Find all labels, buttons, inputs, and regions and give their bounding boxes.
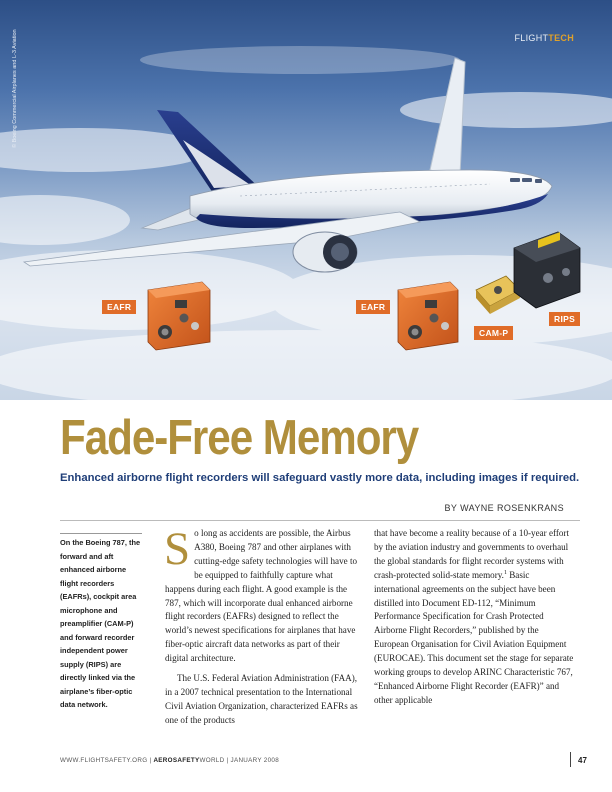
footer-sep-2: | [224, 757, 231, 764]
eafr-right-label: EAFR [356, 300, 390, 314]
body-column-2 [374, 527, 574, 708]
section-label: FLIGHTTECH [514, 33, 574, 43]
cam-p-label: CAM-P [474, 326, 513, 340]
mag-name-a: AERO [153, 757, 173, 764]
eafr-unit-left [148, 282, 210, 350]
paragraph-3b: Basic international agreements on the subject have been distilled into Document ED-112, “Minimum Performance Specification for Crash Protected Airborne Flight Recorders,” published by the European Organisation for Civil Aviation Equipment (EUROCAE). This document set the stage for separate working groups to develop ARINC Characteristic 767, “Enhanced Airborne Flight Recorder (EAFR)” and other applicable [374, 569, 574, 705]
issue-date: JANUARY 2008 [230, 757, 280, 764]
photo-caption: On the Boeing 787, the forward and aft enhanced airborne flight recorders (EAFRs), cockpit area microphone and preamplifier (CAM-P) and forward recorder independent power supply (RIPS) are directly linked via the airplane’s fiber-optic data network. [60, 538, 141, 709]
divider [60, 520, 580, 521]
byline: BY WAYNE ROSENKRANS [444, 503, 564, 513]
paragraph-1: o long as accidents are possible, the Airbus A380, Boeing 787 and other airplanes with cutting-edge safety technologies will have to be equipped to faithfully capture what happens during each flight. A good example is the 787, which will incorporate dual enhanced airborne flight recorders (EAFRs) designed to reflect the world’s newest specifications for airplanes that have fiber-optic aircraft data networks as part of their digital architecture. [165, 528, 358, 664]
body-column-1 [164, 523, 361, 728]
page-footer [60, 757, 279, 764]
eafr-unit-right [398, 282, 458, 350]
footer-sep: | [147, 757, 154, 764]
article-deck: Enhanced airborne flight recorders will safeguard vastly more data, including images if required. [60, 472, 580, 484]
dropcap: S [164, 523, 191, 575]
page-number-bar [570, 752, 571, 767]
mag-name-c: WORLD [199, 757, 225, 764]
rips-label: RIPS [549, 312, 580, 326]
footnote-ref: 1 [503, 569, 507, 576]
page-number: 47 [578, 756, 587, 765]
mag-name-b: SAFETY [172, 757, 200, 764]
paragraph-3a: that have become a reality because of a 10-year effort by the aviation industry and governments to overhaul the global standards for flight recorder systems with crash-protected solid-state memory. [374, 528, 569, 580]
sidebar-rule [60, 533, 142, 534]
article-title: Fade-Free Memory [60, 411, 419, 465]
photo-credit: © Boeing Commercial Airplanes and L-3 Aviation [12, 29, 18, 148]
eafr-left-label: EAFR [102, 300, 136, 314]
paragraph-2: The U.S. Federal Aviation Administration (FAA), in a 2007 technical presentation to the International Civil Aviation Organization, characterized EAFRs as one of the products [165, 673, 358, 725]
footer-site-link[interactable]: WWW.FLIGHTSAFETY.ORG [60, 757, 148, 764]
